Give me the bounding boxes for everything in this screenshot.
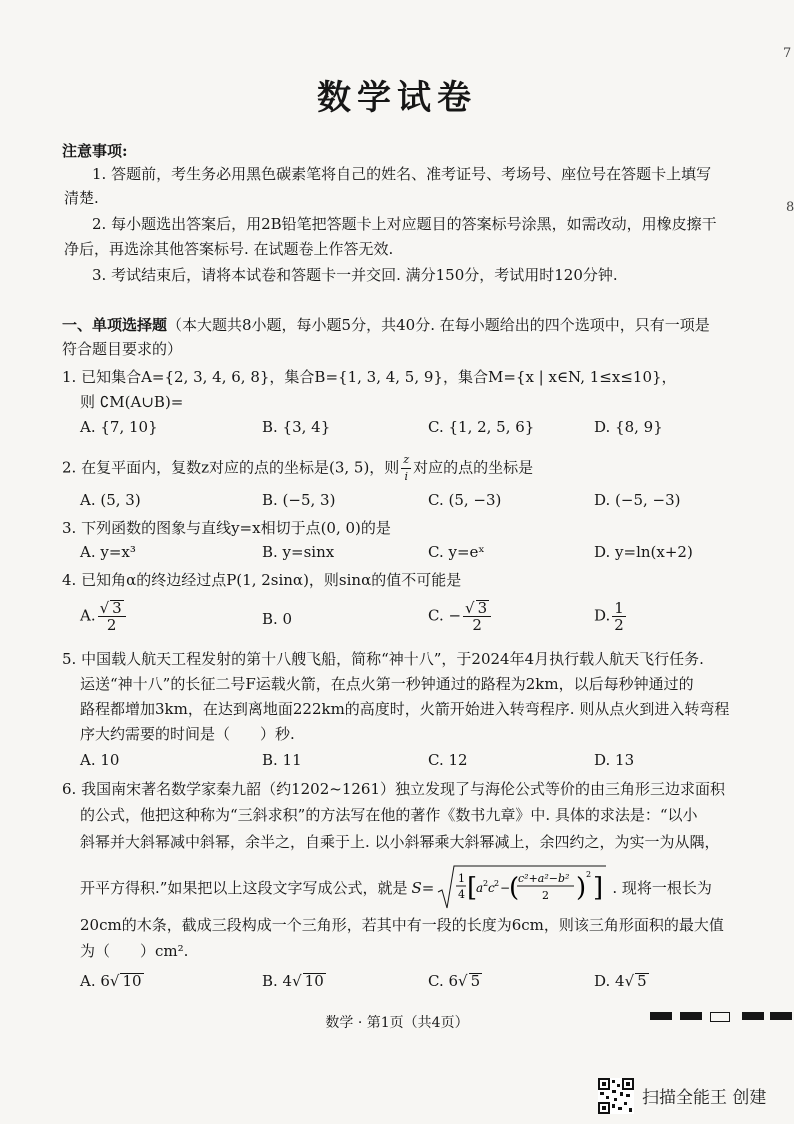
- question-5-line: 运送“神十八”的长征二号F运载火箭，在点火第一秒钟通过的路程为2km，以后每秒钟通过的: [80, 675, 694, 693]
- q4-option-a: [80, 600, 128, 633]
- scanner-watermark: 扫描全能王 创建: [642, 1088, 767, 1108]
- q6-d-label: D. 4: [594, 972, 625, 990]
- q3-option-c: C. y=eˣ: [428, 543, 485, 561]
- q4-d-den: 2: [614, 616, 624, 634]
- q6-formula-pre: 开平方得积.”如果把以上这段文字写成公式，就是: [80, 879, 408, 897]
- section-desc: （本大题共8小题，每小题5分，共40分. 在每小题给出的四个选项中，只有一项是: [167, 316, 710, 334]
- question-6-line: 斜幂并大斜幂减中斜幂，余半之，自乘于上. 以小斜幂乘大斜幂减上，余四约之，为实一为从隅，: [80, 833, 720, 851]
- svg-text:): ): [576, 873, 587, 903]
- q5-option-d: D. 13: [594, 751, 635, 769]
- section-title: 一、单项选择题: [62, 316, 168, 334]
- q6-c-rad: 5: [470, 972, 481, 990]
- question-6-formula-line: [80, 864, 712, 912]
- svg-text:a: a: [476, 881, 484, 895]
- question-6-line: 20cm的木条，截成三段构成一个三角形，若其中有一段的长度为6cm，则该三角形面积的最大值: [80, 916, 724, 934]
- q5-option-b: B. 11: [262, 751, 302, 769]
- q4-a-fraction: $\frac{√ 3}{2}$: [98, 600, 126, 633]
- question-5-line: 5. 中国载人航天工程发射的第十八艘飞船，简称“神十八”，于2024年4月执行载人航天飞行任务.: [62, 650, 704, 668]
- question-1-stem: 1. 已知集合A={2, 3, 4, 6, 8}，集合B={1, 3, 4, 5, 9}，集合M={x | x∈N, 1≤x≤10}，: [62, 368, 677, 386]
- q2-stem-post: 对应的点的坐标是: [413, 458, 534, 477]
- q2-stem-pre: 2. 在复平面内，复数z对应的点的坐标是(3, 5)，则: [62, 458, 400, 477]
- question-5-line: 序大约需要的时间是（ ）秒.: [80, 725, 295, 743]
- notice-line: 1. 答题前，考生务必用黑色碳素笔将自己的姓名、准考证号、考场号、座位号在答题卡上填写: [92, 165, 712, 183]
- q4-c-den: 2: [472, 616, 482, 634]
- q3-option-a: A. y=x³: [80, 543, 136, 561]
- q6-c-label: C. 6: [428, 972, 459, 990]
- svg-text:2: 2: [586, 870, 592, 879]
- svg-text:2: 2: [483, 879, 489, 888]
- question-6-line: 为（ ）cm².: [80, 942, 189, 960]
- svg-text:−: −: [500, 881, 511, 895]
- q6-option-a: A. 6√ 10: [80, 972, 142, 990]
- section-desc-2: 符合题目要求的）: [62, 340, 183, 358]
- q4-c-label: C. −: [428, 606, 462, 625]
- section-heading: [62, 314, 710, 336]
- q2-frac-den: i: [404, 470, 408, 483]
- question-2-stem: [62, 452, 533, 485]
- qin-jiushao-formula: [436, 864, 608, 912]
- page-title: 数学试卷: [317, 78, 477, 118]
- q2-option-b: B. (−5, 3): [262, 491, 336, 509]
- question-5-line: 路程都增加3km，在达到离地面222km的高度时，火箭开始进入转弯程序. 则从点火到进入转弯程: [80, 700, 730, 718]
- q1-option-a: A. {7, 10}: [80, 418, 158, 436]
- svg-text:2: 2: [542, 889, 550, 902]
- q4-a-num: 3: [112, 599, 122, 617]
- q4-a-den: 2: [106, 616, 117, 634]
- q1-option-b: B. {3, 4}: [262, 418, 331, 436]
- q2-option-d: D. (−5, −3): [594, 491, 681, 509]
- q3-option-b: B. y=sinx: [262, 543, 335, 561]
- q6-d-rad: 5: [637, 972, 647, 990]
- question-4-stem: 4. 已知角α的终边经过点P(1, 2sinα)，则sinα的值不可能是: [62, 571, 462, 589]
- q4-c-num: 3: [477, 599, 488, 617]
- q6-option-d: D. 4√ 5: [594, 972, 647, 990]
- q6-a-rad: 10: [122, 972, 142, 990]
- q4-d-label: D.: [594, 606, 611, 625]
- page-marker-square: [680, 1012, 702, 1020]
- q6-option-c: C. 6√ 5: [428, 972, 481, 990]
- q1-option-d: D. {8, 9}: [594, 418, 663, 436]
- notice-line: 净后，再选涂其他答案标号. 在试题卷上作答无效.: [64, 240, 394, 258]
- edge-mark-top: 7: [783, 46, 792, 61]
- svg-text:1: 1: [458, 872, 466, 885]
- q5-option-c: C. 12: [428, 751, 468, 769]
- q4-option-b: B. 0: [262, 610, 293, 628]
- question-6-line: 6. 我国南宋著名数学家秦九韶（约1202~1261）独立发现了与海伦公式等价的由三角形三边求面积: [62, 780, 725, 798]
- edge-mark-mid: 8: [786, 200, 794, 215]
- question-3-stem: 3. 下列函数的图象与直线y=x相切于点(0, 0)的是: [62, 519, 391, 537]
- question-6-line: 的公式，他把这种称为“三斜求积”的方法写在他的著作《数书九章》中. 具体的求法是：“以小: [80, 806, 698, 824]
- svg-text:c²+a²−b²: c²+a²−b²: [518, 872, 570, 885]
- q2-option-c: C. (5, −3): [428, 491, 502, 509]
- svg-text:(: (: [509, 873, 520, 903]
- svg-text:2: 2: [494, 879, 500, 888]
- q2-frac-num: z: [401, 452, 411, 469]
- q4-option-d: [594, 600, 628, 633]
- page-marker-square: [742, 1012, 764, 1020]
- svg-text:c: c: [488, 881, 496, 895]
- q4-c-fraction: $\frac{√ 3}{2}$: [463, 600, 491, 633]
- formula-s: S=: [411, 879, 435, 897]
- notice-heading: 注意事项:: [62, 142, 128, 160]
- page-marker-hollow-square: [710, 1012, 730, 1022]
- q6-a-label: A. 6: [80, 972, 110, 990]
- q4-d-num: 1: [614, 599, 624, 617]
- q4-a-label: A.: [80, 606, 96, 625]
- q3-option-d: D. y=ln(x+2): [594, 543, 693, 561]
- q4-option-c: [428, 600, 493, 633]
- q2-fraction: [401, 452, 411, 485]
- q6-b-label: B. 4: [262, 972, 293, 990]
- notice-line: 3. 考试结束后，请将本试卷和答题卡一并交回. 满分150分，考试用时120分钟.: [92, 266, 618, 284]
- notice-line: 清楚.: [64, 189, 99, 207]
- question-1-stem-2: 则 ∁M(A∪B)=: [80, 393, 184, 411]
- q4-d-fraction: [612, 600, 626, 633]
- q6-b-rad: 10: [304, 972, 324, 990]
- q6-option-b: B. 4√ 10: [262, 972, 324, 990]
- page-marker-square: [770, 1012, 792, 1020]
- svg-text:]: ]: [593, 873, 604, 903]
- svg-text:4: 4: [458, 888, 466, 901]
- q2-option-a: A. (5, 3): [80, 491, 141, 509]
- q1-option-c: C. {1, 2, 5, 6}: [428, 418, 535, 436]
- page-footer: 数学 · 第1页（共4页）: [325, 1015, 469, 1031]
- qr-code-icon: [598, 1078, 634, 1114]
- page-marker-square: [650, 1012, 672, 1020]
- svg-text:[: [: [467, 873, 478, 903]
- notice-line: 2. 每小题选出答案后，用2B铅笔把答题卡上对应题目的答案标号涂黑，如需改动，用橡皮擦干: [92, 215, 717, 233]
- q5-option-a: A. 10: [80, 751, 120, 769]
- q6-formula-post: . 现将一根长为: [612, 879, 712, 897]
